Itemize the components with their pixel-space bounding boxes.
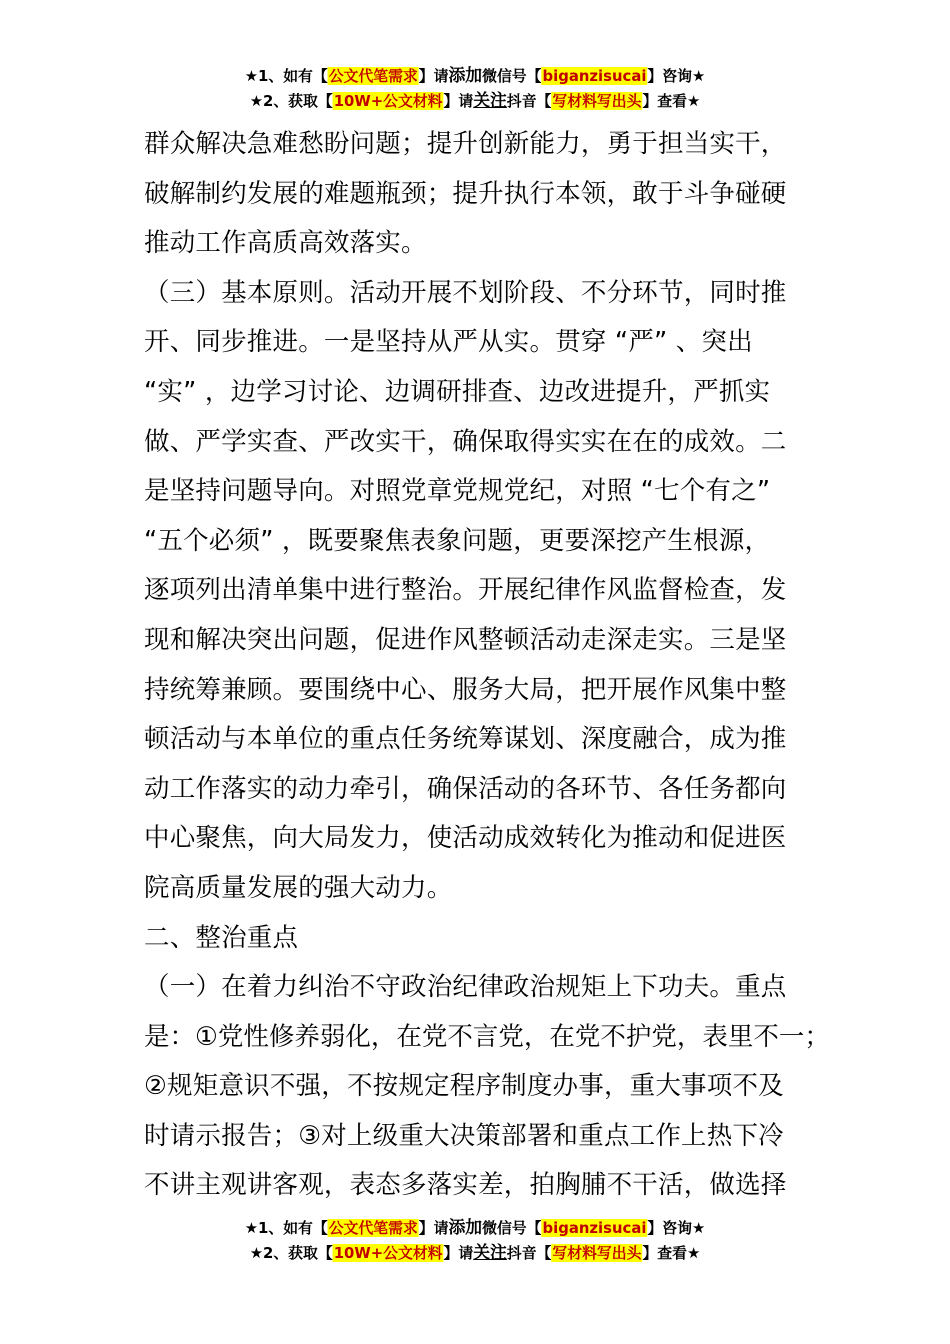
promo-text: ★2、获取【	[249, 1244, 333, 1262]
promo-text: 微信号【	[482, 1219, 542, 1237]
text-line: 是坚持问题导向。对照党章党规党纪，对照 “七个有之”	[144, 476, 771, 507]
promo-text: ★2、获取【	[249, 92, 333, 110]
text-line: 推动工作高质高效落实。	[144, 228, 427, 259]
text-line: （三）基本原则。活动开展不划阶段、不分环节，同时推	[144, 277, 787, 308]
top-promo-banner	[0, 64, 950, 114]
promo-line-1	[5, 1216, 945, 1241]
text-line: ②规矩意识不强，不按规定程序制度办事，重大事项不及	[144, 1071, 784, 1102]
text-line: 时请示报告；③对上级重大决策部署和重点工作上热下冷	[144, 1120, 784, 1151]
promo-text: 】请	[443, 92, 474, 110]
promo-text: 】请	[418, 67, 449, 85]
promo-text: 抖音【	[506, 92, 552, 110]
text-line: 持统筹兼顾。要围绕中心、服务大局，把开展作风集中整	[144, 674, 787, 705]
promo-text: 微信号【	[482, 67, 542, 85]
text-line: 动工作落实的动力牵引，确保活动的各环节、各任务都向	[144, 773, 787, 804]
text-line: 中心聚焦，向大局发力，使活动成效转化为推动和促进医	[144, 823, 787, 854]
promo-text: ★1、如有【	[244, 67, 328, 85]
text-line: 做、严学实查、严改实干，确保取得实实在在的成效。二	[144, 426, 787, 457]
text-line: 现和解决突出问题，促进作风整顿活动走深走实。三是坚	[144, 624, 787, 655]
promo-text: 】查看★	[642, 92, 701, 110]
text-line: “实” ，边学习讨论、边调研排查、边改进提升，严抓实	[144, 376, 771, 407]
text-line: 不讲主观讲客观，表态多落实差，拍胸脯不干活，做选择	[144, 1170, 787, 1201]
douyin-name-highlight: 写材料写出头	[552, 1244, 642, 1262]
text-line: 逐项列出清单集中进行整治。开展纪律作风监督检查，发	[144, 575, 787, 606]
promo-text: 】请	[418, 1219, 449, 1237]
text-line: 破解制约发展的难题瓶颈；提升执行本领，敢于斗争碰硬	[144, 178, 787, 209]
promo-line-2	[5, 89, 945, 114]
document-body	[144, 120, 834, 1211]
promo-highlight: 公文代笔需求	[328, 67, 418, 85]
promo-text: 】查看★	[642, 1244, 701, 1262]
promo-text: 】咨询★	[647, 1219, 706, 1237]
promo-highlight: 10W+公文材料	[333, 92, 443, 110]
douyin-name-highlight: 写材料写出头	[552, 92, 642, 110]
text-line: “五个必须” ，既要聚焦表象问题，更要深挖产生根源，	[144, 525, 771, 556]
promo-text: 抖音【	[506, 1244, 552, 1262]
promo-line-1	[5, 64, 945, 89]
promo-emphasis: 添加	[448, 66, 483, 86]
promo-emphasis: 关注	[473, 91, 507, 111]
text-line: 群众解决急难愁盼问题；提升创新能力，勇于担当实干，	[144, 129, 787, 159]
promo-text: 】请	[443, 1244, 474, 1262]
promo-emphasis: 添加	[448, 1218, 483, 1238]
promo-line-2	[5, 1241, 945, 1266]
wechat-id-highlight: biganzisucai	[542, 67, 647, 85]
promo-emphasis: 关注	[473, 1243, 507, 1263]
text-line: 是：①党性修养弱化，在党不言党，在党不护党，表里不一；	[144, 1021, 830, 1052]
wechat-id-highlight: biganzisucai	[542, 1219, 647, 1237]
text-line: 顿活动与本单位的重点任务统筹谋划、深度融合，成为推	[144, 724, 787, 755]
text-line: （一）在着力纠治不守政治纪律政治规矩上下功夫。重点	[144, 972, 787, 1003]
promo-highlight: 10W+公文材料	[333, 1244, 443, 1262]
promo-text: 】咨询★	[647, 67, 706, 85]
text-line: 院高质量发展的强大动力。	[144, 872, 453, 903]
text-line: 开、同步推进。一是坚持从严从实。贯穿 “严” 、突出	[144, 327, 753, 358]
promo-text: ★1、如有【	[244, 1219, 328, 1237]
text-line: 二、整治重点	[144, 922, 299, 953]
promo-highlight: 公文代笔需求	[328, 1219, 418, 1237]
bottom-promo-banner	[0, 1216, 950, 1266]
